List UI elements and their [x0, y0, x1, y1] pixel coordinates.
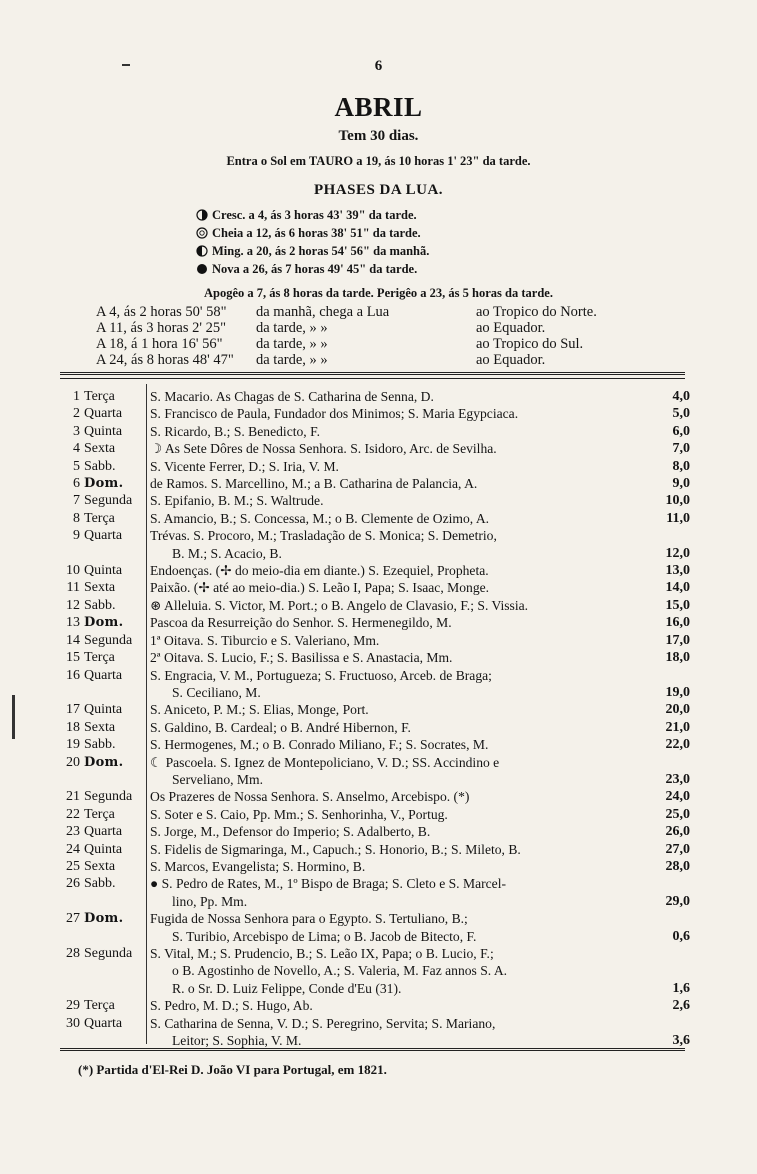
- moon-when: A 4, ás 2 horas 50' 58": [96, 304, 227, 320]
- footnote: (*) Partida d'El-Rei D. João VI para Portugal, em 1821.: [78, 1062, 387, 1077]
- calendar-row: [60, 458, 690, 475]
- calendar-row: [60, 475, 690, 492]
- moon-direction: ao Equador.: [476, 320, 546, 336]
- weekday: Terça: [84, 650, 115, 666]
- weekday: Quinta: [84, 423, 123, 439]
- calendar-row: [60, 997, 690, 1014]
- calendar-row: [60, 875, 690, 910]
- moon-phases: [196, 206, 616, 278]
- saint-line: ☽ As Sete Dôres de Nossa Senhora. S. Isidoro, Arc. de Sevilha.: [150, 441, 497, 457]
- full-moon-icon: [196, 227, 208, 239]
- tide-value: 24,0: [665, 789, 690, 805]
- saint-line: Os Prazeres de Nossa Senhora. S. Anselmo, Arcebispo. (*): [150, 789, 470, 805]
- calendar-row: [60, 632, 690, 649]
- saint-line: 1ª Oitava. S. Tiburcio e S. Valeriano, Mm.: [150, 632, 380, 648]
- saint-line: S. Engracia, V. M., Portugueza; S. Fructuoso, Arceb. de Braga;: [150, 667, 492, 683]
- phase-full: [196, 224, 616, 242]
- day-number: 21: [66, 789, 80, 805]
- day-number: 17: [66, 702, 80, 718]
- calendar-row: [60, 806, 690, 823]
- saint-line: S. Francisco de Paula, Fundador dos Minimos; S. Maria Egypciaca.: [150, 406, 519, 422]
- weekday: Terça: [84, 998, 115, 1014]
- saints: [150, 423, 690, 440]
- saint-line: S. Amancio, B.; S. Concessa, M.; o B. Clemente de Ozimo, A.: [150, 510, 490, 526]
- weekday: Sexta: [84, 719, 116, 735]
- calendar-table: [60, 388, 690, 1049]
- weekday: Quarta: [84, 406, 123, 422]
- moon-direction: ao Tropico do Sul.: [476, 336, 584, 352]
- calendar-row: [60, 388, 690, 405]
- tide-value: 2,6: [672, 998, 690, 1014]
- saints: [150, 997, 690, 1014]
- day-number: 16: [66, 667, 80, 683]
- tide-value: 7,0: [672, 441, 690, 457]
- saint-line: de Ramos. S. Marcellino, M.; a B. Catharina de Palancia, A.: [150, 476, 478, 492]
- calendar-row: [60, 736, 690, 753]
- day-number: 27: [66, 911, 80, 927]
- saint-line: S. Fidelis de Sigmaringa, M., Capuch.; S. Honorio, B.; S. Mileto, B.: [150, 841, 521, 857]
- day-number: 7: [73, 493, 80, 509]
- day-number: 13: [66, 615, 80, 631]
- weekday: Sexta: [84, 441, 116, 457]
- day-number: 9: [73, 528, 80, 544]
- weekday: Quarta: [84, 824, 123, 840]
- tide-value: 15,0: [665, 597, 690, 613]
- moon-text: da manhã, chega a Lua: [256, 304, 390, 320]
- weekday: Segunda: [84, 632, 133, 648]
- calendar-row: [60, 562, 690, 579]
- saints: [150, 510, 690, 527]
- tide-value: 8,0: [672, 458, 690, 474]
- weekday: Sabb.: [84, 876, 116, 892]
- weekday: Segunda: [84, 946, 133, 961]
- saint-line: S. Ricardo, B.; S. Benedicto, F.: [150, 423, 320, 439]
- saint-line: ● S. Pedro de Rates, M., 1º Bispo de Braga; S. Cleto e S. Marcel-: [150, 876, 506, 892]
- phase-text: Nova a 26, ás 7 horas 49' 45" da tarde.: [212, 262, 418, 276]
- saints: [150, 945, 690, 997]
- phase-last-quarter: [196, 242, 616, 260]
- top-double-rule: [60, 372, 685, 376]
- tide-value: 19,0: [665, 684, 690, 700]
- day-number: 22: [66, 806, 80, 822]
- day-number: 4: [73, 441, 80, 457]
- weekday: Sexta: [84, 858, 116, 874]
- tide-value: 5,0: [672, 406, 690, 422]
- day-number: 2: [73, 406, 80, 422]
- saint-line: ⊛ Alleluia. S. Victor, M. Port.; o B. Angelo de Clavasio, F.; S. Vissia.: [150, 597, 529, 613]
- weekday: Dom.: [84, 476, 124, 492]
- weekday: Terça: [84, 806, 115, 822]
- saint-line: Fugida de Nossa Senhora para o Egypto. S. Tertuliano, B.;: [150, 911, 468, 927]
- saint-line: Serveliano, Mm.: [172, 771, 263, 787]
- saint-line: S. Macario. As Chagas de S. Catharina de Senna, D.: [150, 389, 434, 404]
- day-number: 23: [66, 824, 80, 840]
- day-number: 15: [66, 650, 80, 666]
- tide-value: 1,6: [672, 980, 690, 996]
- saints: [150, 614, 690, 631]
- saints: [150, 823, 690, 840]
- moon-direction: ao Tropico do Norte.: [476, 304, 597, 320]
- tide-value: 10,0: [665, 493, 690, 509]
- calendar-row: [60, 719, 690, 736]
- saint-line: S. Hermogenes, M.; o B. Conrado Miliano, F.; S. Socrates, M.: [150, 737, 489, 753]
- saint-line: S. Galdino, B. Cardeal; o B. André Hibernon, F.: [150, 719, 411, 735]
- day-number: 30: [66, 1015, 80, 1031]
- saint-line: B. M.; S. Acacio, B.: [172, 545, 282, 561]
- top-thin-rule: [60, 378, 685, 379]
- day-number: 20: [66, 754, 80, 770]
- last-quarter-moon-icon: [196, 245, 208, 257]
- tide-value: 0,6: [672, 928, 690, 944]
- tide-value: 9,0: [672, 476, 690, 492]
- saint-line: Endoenças. (✢ do meio-dia em diante.) S. Ezequiel, Propheta.: [150, 563, 489, 579]
- tide-value: 21,0: [665, 719, 690, 735]
- weekday: Dom.: [84, 911, 124, 927]
- weekday: Sabb.: [84, 458, 116, 474]
- saints: [150, 806, 690, 823]
- saint-line: S. Pedro, M. D.; S. Hugo, Ab.: [150, 998, 313, 1014]
- month-title: ABRIL: [334, 92, 423, 122]
- tide-value: 11,0: [666, 510, 690, 526]
- saints: [150, 440, 690, 457]
- phases-title: PHASES DA LUA.: [313, 182, 444, 198]
- weekday: Dom.: [84, 754, 124, 770]
- tide-value: 28,0: [665, 858, 690, 874]
- margin-mark: [12, 695, 15, 739]
- saints: [150, 632, 690, 649]
- saint-line: lino, Pp. Mm.: [172, 893, 248, 909]
- saints: [150, 492, 690, 509]
- saints: [150, 667, 690, 702]
- tide-value: 18,0: [665, 650, 690, 666]
- day-number: 24: [66, 841, 80, 857]
- tide-value: 4,0: [672, 389, 690, 404]
- weekday: Sexta: [84, 580, 116, 596]
- calendar-row: [60, 579, 690, 596]
- weekday: Quarta: [84, 528, 123, 544]
- day-number: 25: [66, 858, 80, 874]
- moon-text: da tarde, » »: [256, 352, 328, 368]
- saints: [150, 841, 690, 858]
- weekday: Dom.: [84, 615, 124, 631]
- weekday: Sabb.: [84, 737, 116, 753]
- phase-text: Cresc. a 4, ás 3 horas 43' 39" da tarde.: [212, 208, 417, 222]
- saints: [150, 579, 690, 596]
- weekday: Segunda: [84, 493, 133, 509]
- saint-line: S. Marcos, Evangelista; S. Hormino, B.: [150, 858, 366, 874]
- saint-line: S. Jorge, M., Defensor do Imperio; S. Adalberto, B.: [150, 824, 431, 840]
- day-number: 28: [66, 946, 80, 961]
- calendar-row: [60, 701, 690, 718]
- tide-value: 20,0: [665, 702, 690, 718]
- saints: [150, 1015, 690, 1050]
- saints: [150, 875, 690, 910]
- weekday: Quinta: [84, 702, 123, 718]
- new-moon-icon: [196, 263, 208, 275]
- tide-value: 17,0: [665, 632, 690, 648]
- tide-value: 16,0: [665, 615, 690, 631]
- saints: [150, 388, 690, 405]
- phase-first-quarter: [196, 206, 616, 224]
- calendar-row: [60, 510, 690, 527]
- weekday: Terça: [84, 389, 115, 404]
- phase-new: [196, 260, 616, 278]
- tide-value: 26,0: [665, 824, 690, 840]
- tide-value: 22,0: [665, 737, 690, 753]
- weekday: Quarta: [84, 667, 123, 683]
- days-count: Tem 30 dias.: [338, 128, 419, 144]
- saints: [150, 719, 690, 736]
- moon-text: da tarde, » »: [256, 320, 328, 336]
- saint-line: S. Catharina de Senna, V. D.; S. Peregrino, Servita; S. Mariano,: [150, 1015, 496, 1031]
- tide-value: 23,0: [665, 771, 690, 787]
- moon-when: A 18, á 1 hora 16' 56": [96, 336, 223, 352]
- saint-line: Leitor; S. Sophia, V. M.: [172, 1033, 302, 1049]
- moon-direction: ao Equador.: [476, 352, 546, 368]
- page-number: 6: [374, 58, 383, 74]
- sun-entry: Entra o Sol em TAURO a 19, ás 10 horas 1' 23" da tarde.: [226, 154, 531, 168]
- calendar-row: [60, 841, 690, 858]
- saint-line: S. Ceciliano, M.: [172, 684, 261, 700]
- day-number: 11: [66, 580, 80, 596]
- calendar-row: [60, 754, 690, 789]
- day-number: 18: [66, 719, 80, 735]
- saint-line: R. o Sr. D. Luiz Felippe, Conde d'Eu (31).: [172, 980, 402, 996]
- moon-when: A 24, ás 8 horas 48' 47": [96, 352, 234, 368]
- saint-line: S. Vital, M.; S. Prudencio, B.; S. Leão IX, Papa; o B. Lucio, F.;: [150, 946, 494, 961]
- calendar-row: [60, 945, 690, 997]
- day-number: 5: [73, 458, 80, 474]
- weekday: Quarta: [84, 1015, 123, 1031]
- calendar-row: [60, 527, 690, 562]
- saint-line: S. Soter e S. Caio, Pp. Mm.; S. Senhorinha, V., Portug.: [150, 806, 448, 822]
- saints: [150, 701, 690, 718]
- saints: [150, 475, 690, 492]
- saint-line: S. Epifanio, B. M.; S. Waltrude.: [150, 493, 324, 509]
- tide-value: 27,0: [665, 841, 690, 857]
- day-number: 26: [66, 876, 80, 892]
- saint-line: 2ª Oitava. S. Lucio, F.; S. Basilissa e S. Anastacia, Mm.: [150, 650, 453, 666]
- tide-value: 6,0: [672, 423, 690, 439]
- phase-text: Cheia a 12, ás 6 horas 38' 51" da tarde.: [212, 226, 421, 240]
- day-number: 6: [73, 476, 80, 492]
- saint-line: o B. Agostinho de Novello, A.; S. Valeria, M. Faz annos S. A.: [172, 963, 508, 979]
- saints: [150, 458, 690, 475]
- day-number: 1: [73, 389, 80, 404]
- phase-text: Ming. a 20, ás 2 horas 54' 56" da manhã.: [212, 244, 430, 258]
- saints: [150, 405, 690, 422]
- calendar-row: [60, 649, 690, 666]
- day-number: 29: [66, 998, 80, 1014]
- tide-value: 14,0: [665, 580, 690, 596]
- saints: [150, 736, 690, 753]
- saints: [150, 562, 690, 579]
- day-number: 3: [73, 423, 80, 439]
- saints: [150, 649, 690, 666]
- calendar-row: [60, 492, 690, 509]
- saints: [150, 910, 690, 945]
- day-number: 10: [66, 563, 80, 579]
- moon-when: A 11, ás 3 horas 2' 25": [96, 320, 227, 336]
- calendar-row: [60, 910, 690, 945]
- saints: [150, 858, 690, 875]
- saint-line: S. Aniceto, P. M.; S. Elias, Monge, Port.: [150, 702, 369, 718]
- tide-value: 3,6: [672, 1033, 690, 1049]
- saint-line: Paixão. (✢ até ao meio-dia.) S. Leão I, Papa; S. Isaac, Monge.: [150, 580, 490, 596]
- saint-line: Pascoa da Resurreição do Senhor. S. Hermenegildo, M.: [150, 615, 452, 631]
- moon-text: da tarde, » »: [256, 336, 328, 352]
- weekday: Sabb.: [84, 597, 116, 613]
- saint-line: ☾ Pascoela. S. Ignez de Montepoliciano, V. D.; SS. Accindino e: [150, 754, 500, 770]
- weekday: Terça: [84, 510, 115, 526]
- calendar-row: [60, 614, 690, 631]
- first-quarter-moon-icon: [196, 209, 208, 221]
- tide-value: 29,0: [665, 893, 690, 909]
- saints: [150, 597, 690, 614]
- calendar-row: [60, 667, 690, 702]
- weekday: Quinta: [84, 841, 123, 857]
- calendar-row: [60, 597, 690, 614]
- saints: [150, 527, 690, 562]
- day-number: 19: [66, 737, 80, 753]
- weekday: Segunda: [84, 789, 133, 805]
- saint-line: S. Vicente Ferrer, D.; S. Iria, V. M.: [150, 458, 339, 474]
- tide-value: 12,0: [665, 545, 690, 561]
- calendar-row: [60, 823, 690, 840]
- saints: [150, 788, 690, 805]
- calendar-row: [60, 440, 690, 457]
- saint-line: Trévas. S. Procoro, M.; Trasladação de S. Monica; S. Demetrio,: [150, 528, 497, 544]
- calendar-row: [60, 405, 690, 422]
- calendar-row: [60, 1015, 690, 1050]
- day-number: 12: [66, 597, 80, 613]
- apogee-perigee: Apogêo a 7, ás 8 horas da tarde. Perigêo a 23, ás 5 horas da tarde.: [204, 286, 553, 300]
- tide-value: 25,0: [665, 806, 690, 822]
- bottom-double-rule: [60, 1048, 685, 1051]
- calendar-row: [60, 858, 690, 875]
- day-number: 14: [66, 632, 80, 648]
- day-number: 8: [73, 510, 80, 526]
- calendar-row: [60, 423, 690, 440]
- saints: [150, 754, 690, 789]
- saint-line: S. Turibio, Arcebispo de Lima; o B. Jacob de Bitecto, F.: [172, 928, 477, 944]
- weekday: Quinta: [84, 563, 123, 579]
- tide-value: 13,0: [665, 563, 690, 579]
- top-dash-mark: [122, 64, 130, 66]
- calendar-row: [60, 788, 690, 805]
